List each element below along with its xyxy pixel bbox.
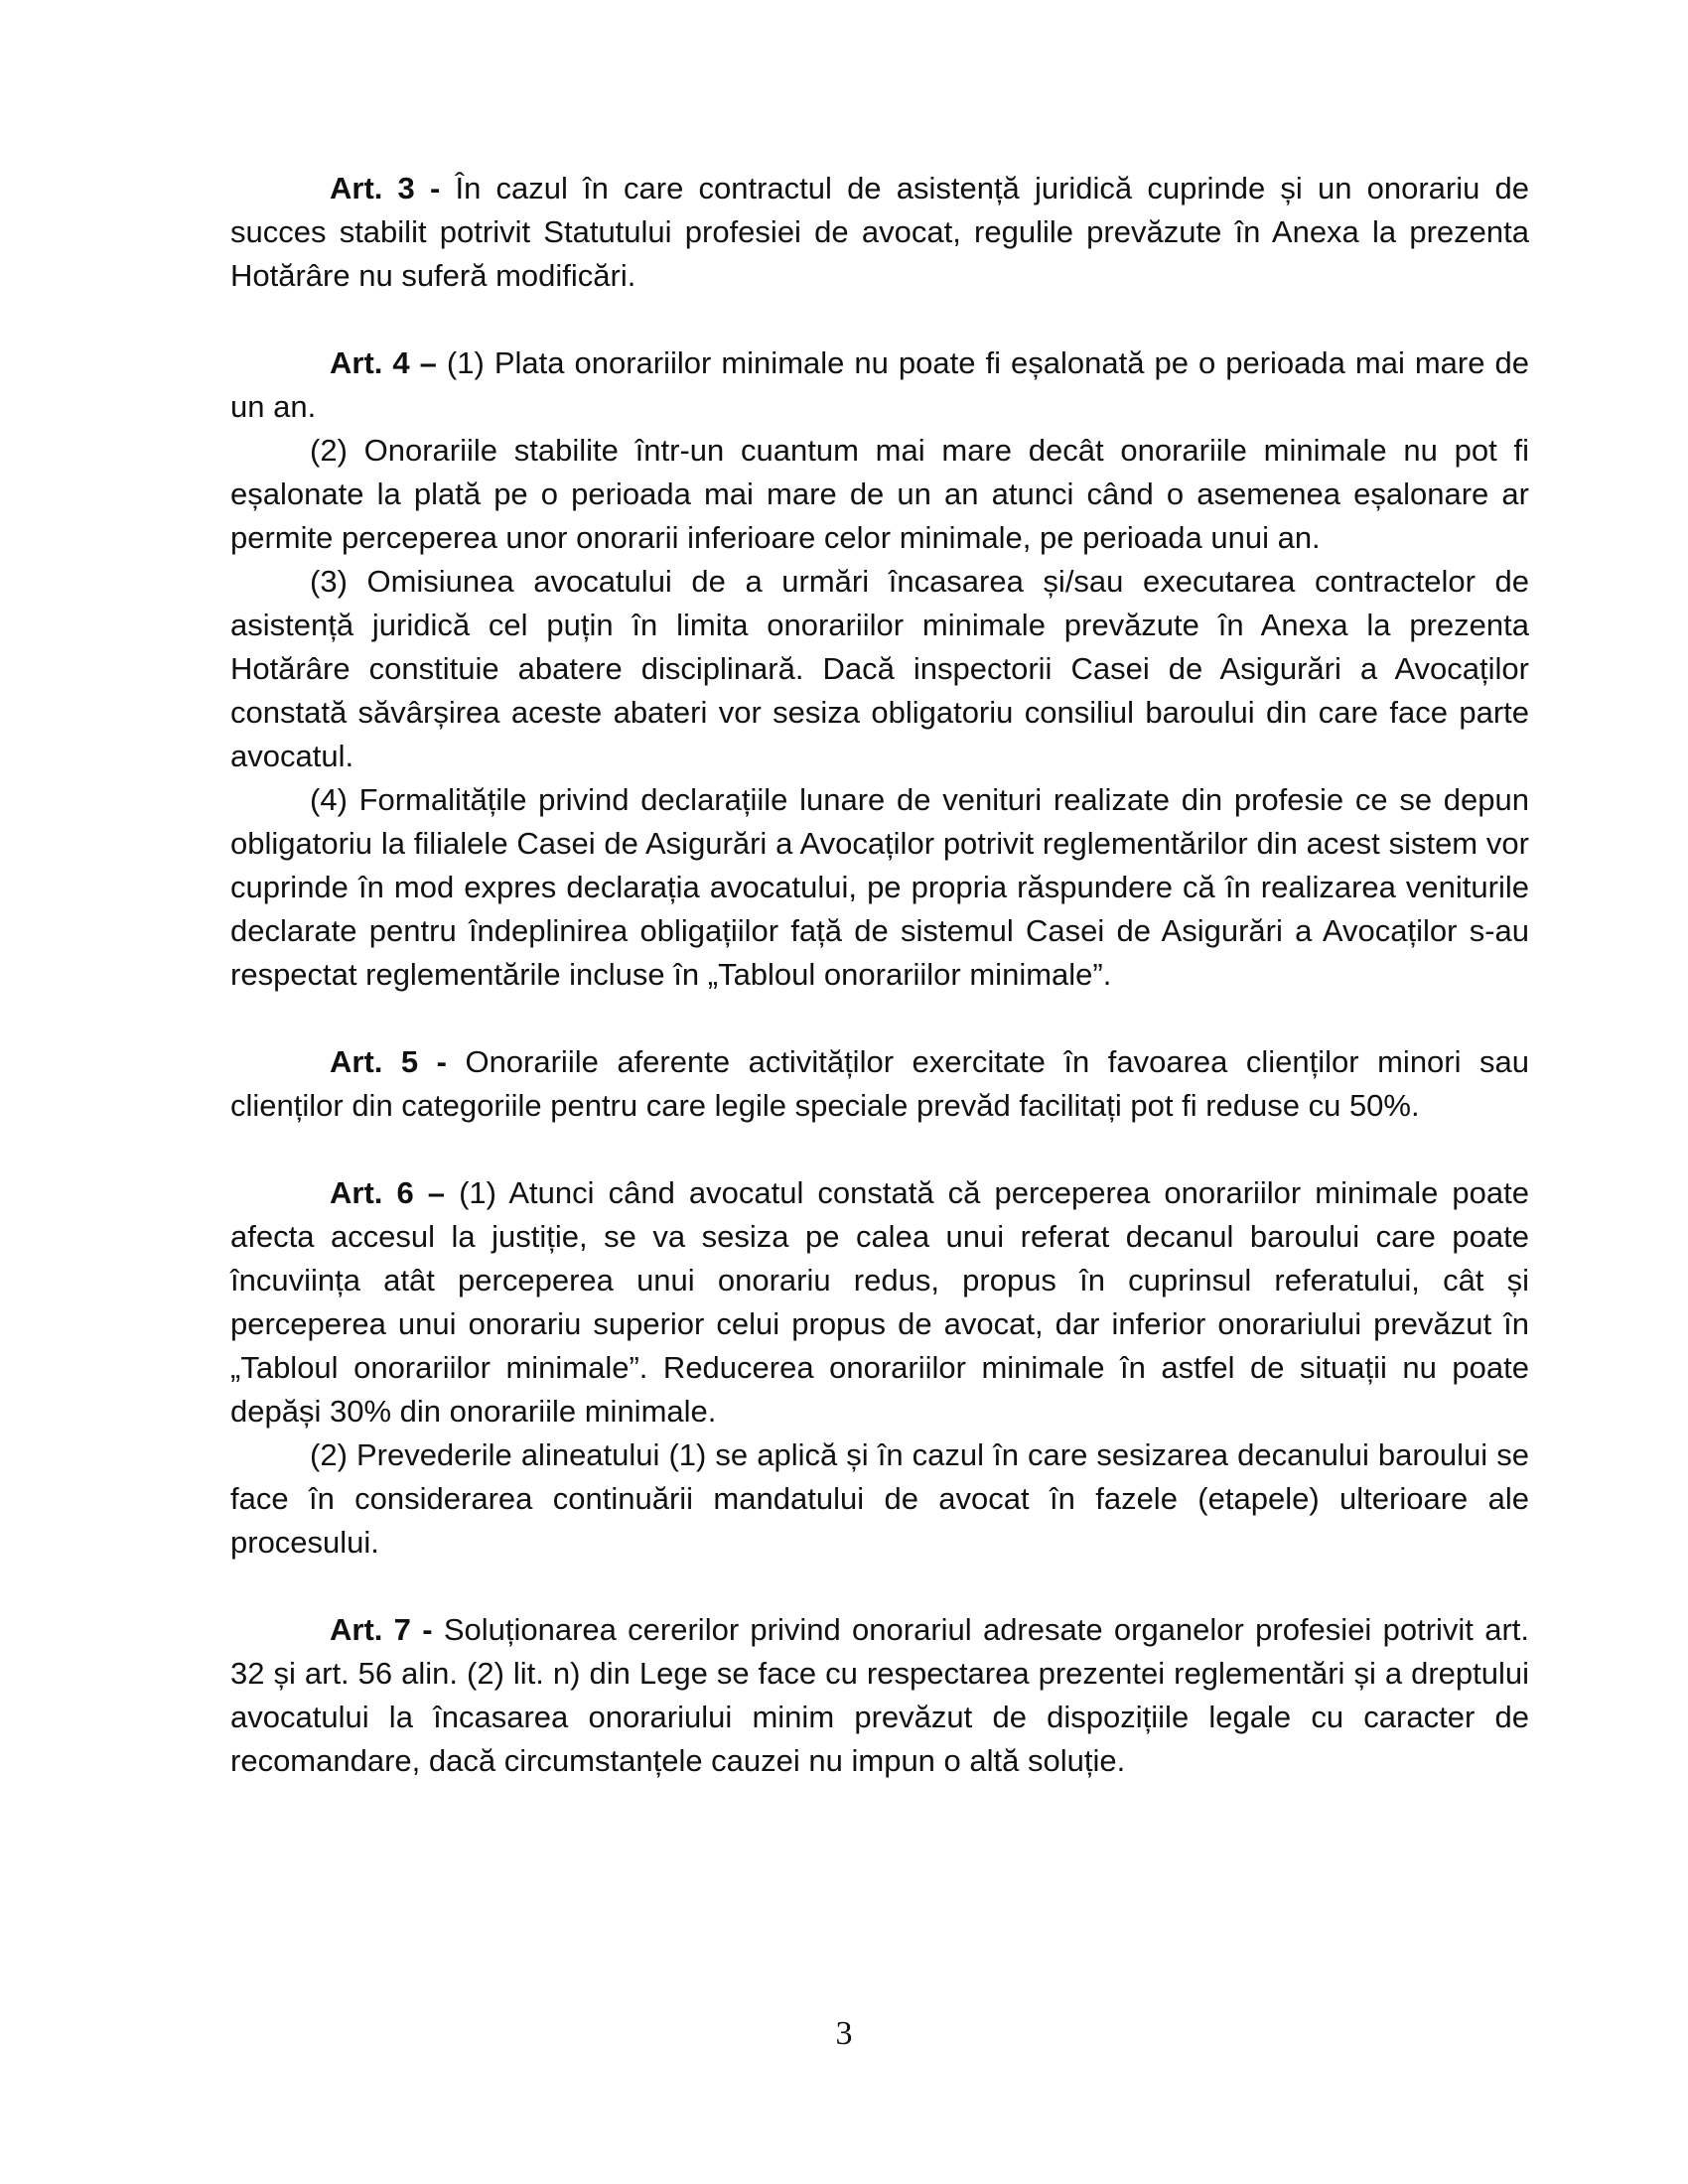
article-paragraph	[230, 1171, 1529, 1433]
article-paragraph: (2) Prevederile alineatului (1) se aplică și în cazul în care sesizarea decanului baroului se face în considerarea continuării mandatului de avocat în fazele (etapele) ulterioare ale procesului.	[230, 1437, 1529, 1560]
article-paragraph: (2) Onorariile stabilite într-un cuantum mai mare decât onorariile minimale nu pot fi eșalonate la plată pe o perioada mai mare de un an atunci când o asemenea eșalonare ar permite perceperea unor onorarii inferioare celor minimale, pe perioada unui an.	[230, 433, 1529, 555]
article-label: Art. 7 -	[330, 1612, 433, 1647]
article-4	[230, 341, 1529, 997]
article-text: (1) Plata onorariilor minimale nu poate fi eșalonată pe o perioada mai mare de un an.	[230, 345, 1529, 424]
article-label: Art. 3 -	[330, 171, 441, 205]
article-label: Art. 6 –	[330, 1175, 446, 1210]
article-paragraph	[230, 341, 1529, 429]
article-text: (1) Atunci când avocatul constată că perceperea onorariilor minimale poate afecta accesul la justiție, se va sesiza pe calea unui referat decanul baroului care poate încuviința atât perceperea unui onorariu redus, propus în cuprinsul referatului, cât și perceperea unui onorariu superior celui propus de avocat, dar inferior onorariului prevăzut în „Tabloul onorariilor minimale”. Reducerea onorariilor minimale în astfel de situații nu poate depăși 30% din onorariile minimale.	[230, 1175, 1529, 1429]
article-7	[230, 1608, 1529, 1783]
article-text: Soluționarea cererilor privind onorariul adresate organelor profesiei potrivit art. 32 și art. 56 alin. (2) lit. n) din Lege se face cu respectarea prezentei reglementări și a dreptului avocatului la încasarea onorariului minim prevăzut de dispozițiile legale cu caracter de recomandare, dacă circumstanțele cauzei nu impun o altă soluție.	[230, 1612, 1529, 1778]
article-text: În cazul în care contractul de asistență juridică cuprinde și un onorariu de succes stabilit potrivit Statutului profesiei de avocat, regulile prevăzute în Anexa la prezenta Hotărâre nu suferă modificări.	[230, 171, 1529, 293]
article-3	[230, 167, 1529, 298]
article-paragraph	[230, 1608, 1529, 1783]
article-paragraph	[230, 167, 1529, 298]
article-6	[230, 1171, 1529, 1565]
article-text: Onorariile aferente activităților exercitate în favoarea clienților minori sau clienților din categoriile pentru care legile speciale prevăd facilitați pot fi reduse cu 50%.	[230, 1044, 1529, 1123]
article-paragraph: (4) Formalitățile privind declarațiile lunare de venituri realizate din profesie ce se depun obligatoriu la filialele Casei de Asigurări a Avocaților potrivit reglementărilor din acest sistem vor cuprinde în mod expres declarația avocatului, pe propria răspundere că în realizarea veniturile declarate pentru îndeplinirea obligațiilor față de sistemul Casei de Asigurări a Avocaților s-au respectat reglementările incluse în „Tabloul onorariilor minimale”.	[230, 782, 1529, 992]
article-label: Art. 4 –	[330, 345, 437, 380]
article-label: Art. 5 -	[330, 1044, 447, 1079]
page-number: 3	[835, 2015, 853, 2052]
article-paragraph	[230, 1040, 1529, 1128]
document-body	[230, 167, 1529, 1827]
article-paragraph: (3) Omisiunea avocatului de a urmări încasarea și/sau executarea contractelor de asistență juridică cel puțin în limita onorariilor minimale prevăzute în Anexa la prezenta Hotărâre constituie abatere disciplinară. Dacă inspectorii Casei de Asigurări a Avocaților constată săvârșirea aceste abateri vor sesiza obligatoriu consiliul baroului din care face parte avocatul.	[230, 564, 1529, 773]
article-5	[230, 1040, 1529, 1128]
